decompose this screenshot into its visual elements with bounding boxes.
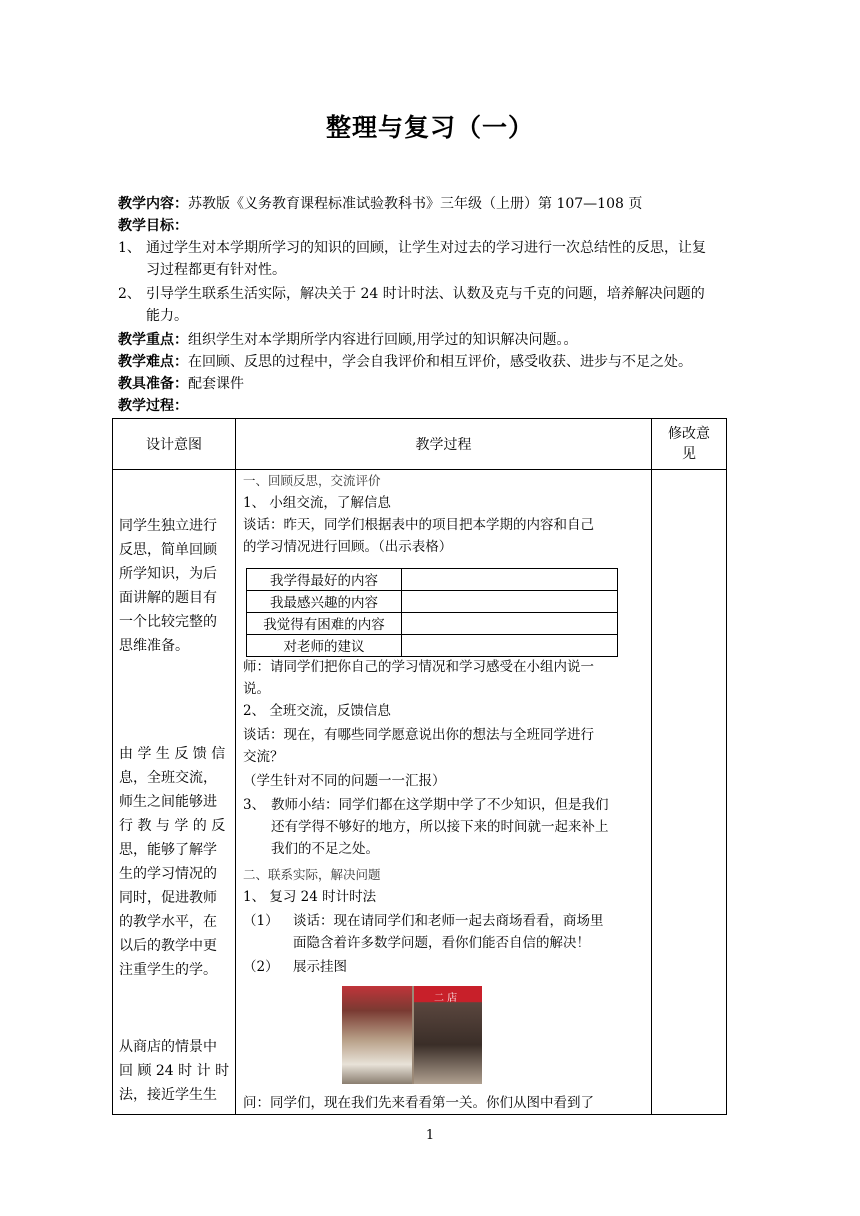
page-number: 1	[425, 1128, 435, 1143]
header-teaching-process: 教学过程	[236, 419, 652, 470]
teaching-content-label: 教学内容：	[118, 196, 188, 212]
teaching-content-text: 苏教版《义务教育课程标准试验教科书》三年级（上册）第 107—108 页	[188, 196, 643, 212]
teaching-content	[118, 193, 758, 215]
section-heading-2: 二、联系实际，解决问题	[243, 867, 381, 882]
design-intent-cell	[113, 470, 236, 1115]
revision-notes-cell	[652, 470, 727, 1115]
store-sign-text: 二 店	[434, 993, 458, 1004]
lesson-table	[112, 418, 727, 1115]
sub-item-2: （2） 展示挂图	[243, 959, 347, 975]
page-title: 整理与复习（一）	[325, 113, 534, 142]
question-text: 问：同学们，现在我们先来看看第一关。你们从图中看到了	[243, 1095, 594, 1111]
teacher-summary: 3、 教师小结：同学们都在这学期中学了不少知识，但是我们 还有学得不够好的地方，所以接下来的时间就一起来补上 我们的不足之处。	[243, 797, 609, 857]
self-review-table	[246, 568, 618, 657]
store-photo	[342, 986, 482, 1084]
step-class-exchange: 2、 全班交流，反馈信息	[243, 703, 391, 719]
design-note-2: 由 学 生 反 馈 信 息，全班交流， 师生之间能够进 行 教 与 学 的 反 思，能够了解学 生的学习情况的 同时，促进教师 的教学水平，在 以后的教学中更 注重学生的学。	[119, 746, 226, 978]
table-row: 我觉得有困难的内容	[247, 613, 618, 635]
process-heading: 教学过程：	[118, 398, 188, 414]
header-revision-notes: 修改意 见	[652, 419, 727, 470]
design-note-1: 同学生独立进行 反思，简单回顾 所学知识，为后 面讲解的题目有 一个比较完整的 思维准备。	[119, 518, 217, 654]
sub-item-1: （1） 谈话：现在请同学们和老师一起去商场看看，商场里 面隐含着许多数学问题，看你们能否自信的解决！	[243, 913, 604, 951]
goal-item-1: 1、 通过学生对本学期所学习的知识的回顾，让学生对过去的学习进行一次总结性的反思，让复 习过程都更有针对性。	[118, 240, 706, 278]
teacher-instruction: 师：请同学们把你自己的学习情况和学习感受在小组内说一 说。	[243, 659, 594, 697]
talk-paragraph-1: 谈话：昨天，同学们根据表中的项目把本学期的内容和自己 的学习情况进行回顾。（出示表格）	[243, 517, 594, 555]
table-row: 对老师的建议	[247, 635, 618, 657]
goal-item-2: 2、 引导学生联系生活实际，解决关于 24 时计时法、认数及克与千克的问题，培养解决问题的 能力。	[118, 286, 705, 324]
table-row: 我最感兴趣的内容	[247, 591, 618, 613]
teaching-process-cell	[236, 470, 652, 1115]
key-point: 教学重点：组织学生对本学期所学内容进行回顾,用学过的知识解决问题。。	[118, 332, 578, 348]
talk-paragraph-2: 谈话：现在，有哪些同学愿意说出你的想法与全班同学进行 交流？	[243, 727, 594, 765]
step-group-exchange: 1、 小组交流，了解信息	[243, 495, 391, 511]
review-24h-clock: 1、 复习 24 时计时法	[243, 889, 377, 905]
table-row: 我学得最好的内容	[247, 569, 618, 591]
design-note-3: 从商店的情景中 回 顾 24 时 计 时 法，接近学生生	[119, 1039, 230, 1103]
goals-heading: 教学目标：	[118, 218, 188, 234]
difficulty: 教学难点：在回顾、反思的过程中，学会自我评价和相互评价，感受收获、进步与不足之处。	[118, 354, 692, 370]
student-report: （学生针对不同的问题一一汇报）	[243, 773, 446, 789]
tools: 教具准备：配套课件	[118, 376, 244, 392]
section-heading-1: 一、回顾反思，交流评价	[243, 473, 381, 488]
header-design-intent: 设计意图	[113, 419, 236, 470]
